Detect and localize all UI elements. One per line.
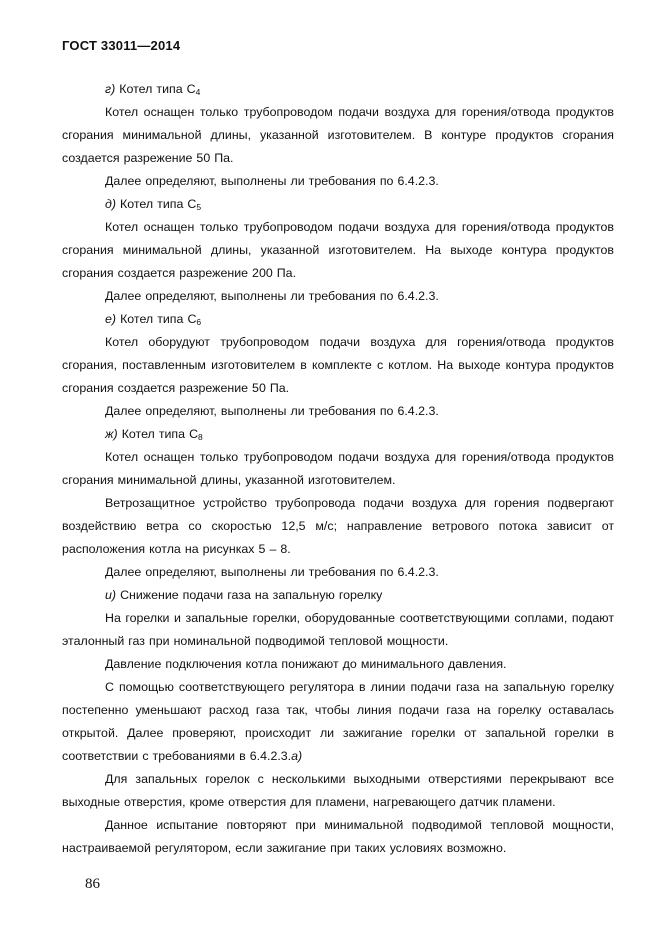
paragraph: Для запальных горелок с несколькими выходными отверстиями перекрывают все выходные отверстия, кроме отверстия для пламени, нагревающего датчик пламени.	[62, 772, 614, 809]
document-body	[62, 78, 614, 860]
paragraph: Далее определяют, выполнены ли требования по 6.4.2.3.	[105, 565, 439, 579]
item-heading-d: д) Котел типа $С_5$	[105, 197, 202, 212]
paragraph: Котел оснащен только трубопроводом подачи воздуха для горения/отвода продуктов сгорания минимальной длины, указанной изготовителем. На выходе контура продуктов сгорания создается разрежение 200 Па.	[62, 220, 614, 280]
paragraph: Котел оборудуют трубопроводом подачи воздуха для горения/отвода продуктов сгорания, поставленным изготовителем в комплекте с котлом. На выходе контура продуктов сгорания создается разрежение 50 Па.	[62, 335, 614, 395]
paragraph: На горелки и запальные горелки, оборудованные соответствующими соплами, подают эталонный газ при номинальной подводимой тепловой мощности.	[62, 611, 614, 648]
item-heading-e: е) Котел типа $С_6$	[105, 312, 202, 327]
paragraph: Ветрозащитное устройство трубопровода подачи воздуха для горения подвергают воздействию ветра со скоростью 12,5 м/с; направление ветрового потока зависит от расположения котла на рисунках 5 – 8.	[62, 496, 614, 556]
paragraph: Давление подключения котла понижают до минимального давления.	[105, 657, 507, 671]
paragraph: Котел оснащен только трубопроводом подачи воздуха для горения/отвода продуктов сгорания минимальной длины, указанной изготовителем. В контуре продуктов сгорания создается разрежение 50 Па.	[62, 105, 614, 165]
page-number: 86	[85, 876, 100, 892]
paragraph: С помощью соответствующего регулятора в линии подачи газа на запальную горелку постепенно уменьшают расход газа так, чтобы линия подачи газа на горелку оставалась открытой. Далее проверяют, происходит ли зажигание горелки от запальной горелки в соответствии с требованиями в 6.4.2.3.а)	[62, 680, 614, 763]
item-heading-i: и) Снижение подачи газа на запальную горелку	[105, 588, 383, 602]
paragraph: Далее определяют, выполнены ли требования по 6.4.2.3.	[105, 404, 439, 418]
paragraph: Далее определяют, выполнены ли требования по 6.4.2.3.	[105, 174, 439, 188]
item-heading-g: г) Котел типа $С_4$	[105, 82, 201, 97]
paragraph: Далее определяют, выполнены ли требования по 6.4.2.3.	[105, 289, 439, 303]
paragraph: Котел оснащен только трубопроводом подачи воздуха для горения/отвода продуктов сгорания минимальной длины, указанной изготовителем.	[62, 450, 614, 487]
paragraph: Данное испытание повторяют при минимальной подводимой тепловой мощности, настраиваемой регулятором, если зажигание при таких условиях возможно.	[62, 818, 614, 855]
document-header: ГОСТ 33011—2014	[62, 38, 181, 53]
item-heading-zh: ж) Котел типа $С_8$	[105, 427, 203, 442]
